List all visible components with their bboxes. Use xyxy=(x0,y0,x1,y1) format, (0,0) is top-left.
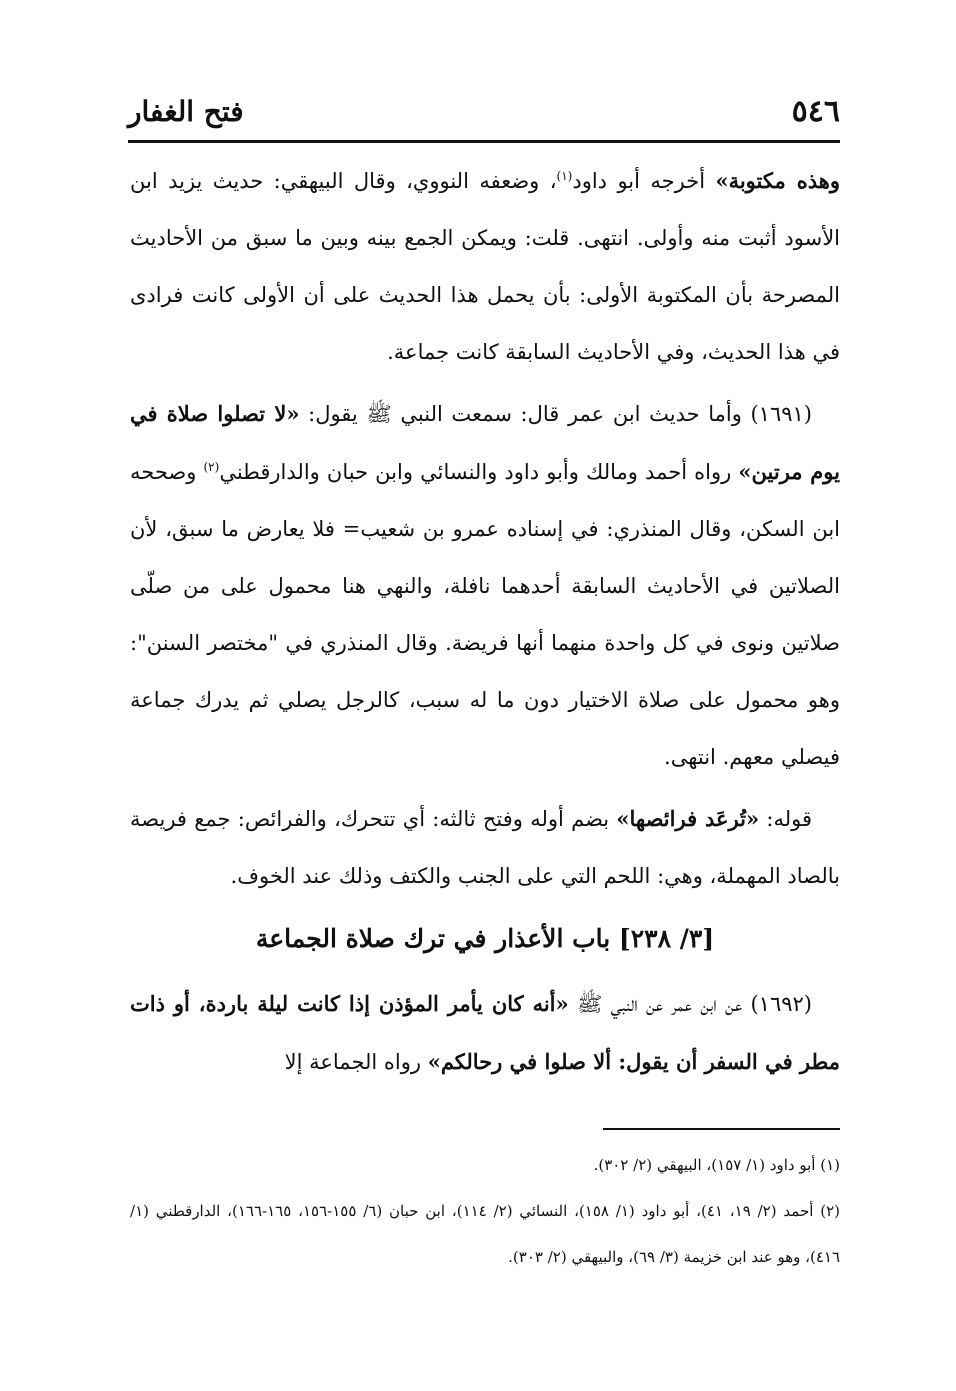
text-run: (١٦٩١) وأما حديث ابن عمر قال: سمعت النبي ﷺ يقول: xyxy=(299,402,812,426)
text-run: رواه أحمد ومالك وأبو داود والنسائي وابن حبان والدارقطني xyxy=(219,460,739,484)
hadith-quote: «لا تصلوا صلاة في يوم مرتين» xyxy=(130,401,840,484)
book-title: فتح الغفار xyxy=(128,95,244,128)
paragraph-1 xyxy=(130,152,840,381)
paragraph-2 xyxy=(130,385,840,786)
page-header xyxy=(128,92,840,136)
text-run: أخرجه أبو داود xyxy=(572,169,716,193)
quoted-phrase: «تُرعَد فرائصها» xyxy=(616,806,760,831)
text-run: وصححه ابن السكن، وقال المنذري: في إسناده عمرو بن شعيب= فلا يعارض ما سبق، لأن الصلاتين في الأحاديث السابقة أحدهما نافلة، والنهي هنا محمول على من صلّى صلاتين ونوى في كل واحدة منهما أنها فريضة. وقال المنذري في "مختصر السنن": وهو محمول على صلاة الاختيار دون ما له سبب، كالرجل يصلي ثم يدرك جماعة فيصلي معهم. انتهى. xyxy=(130,460,840,769)
text-run: بضم أوله وفتح ثالثه: أي تتحرك، والفرائص: جمع فريصة بالصاد المهملة، وهي: اللحم التي على الجنب والكتف وذلك عند الخوف. xyxy=(130,807,840,888)
text-run: (١٦٩٢) عن ابن عمر عن النبي ﷺ xyxy=(568,992,812,1016)
footnote-2: (٢) أحمد (٢/ ١٩، ٤١)، أبو داود (١/ ١٥٨)، النسائي (٢/ ١١٤)، ابن حبان (٦/ ١٥٥-١٥٦، ١٦٥-١٦٦)، الدارقطني (١/ ٤١٦)، وهو عند ابن خزيمة (٣/ ٦٩)، والبيهقي (٢/ ٣٠٣). xyxy=(130,1202,841,1266)
header-rule xyxy=(128,140,840,143)
text-run: ، وضعفه النووي، وقال البيهقي: حديث يزيد ابن الأسود أثبت منه وأولى. انتهى. قلت: ويمكن الجمع بينه وبين ما سبق من الأحاديث المصرحة بأن المكتوبة الأولى: بأن يحمل هذا الحديث على أن الأولى كانت فرادى في هذا الحديث، وفي الأحاديث السابقة كانت جماعة. xyxy=(130,169,840,364)
footnote-1: (١) أبو داود (١/ ١٥٧)، البيهقي (٢/ ٣٠٢). xyxy=(593,1156,840,1174)
quote-bold: وهذه مكتوبة» xyxy=(715,168,841,193)
footnote-ref-1[interactable]: (١) xyxy=(556,169,573,183)
page-number: ٥٤٦ xyxy=(791,94,840,129)
footnote-separator xyxy=(603,1128,840,1130)
hadith-quote: «أنه كان يأمر المؤذن إذا كانت ليلة باردة، أو ذات مطر في السفر أن يقول: ألا صلوا في رحالكم» xyxy=(130,991,840,1074)
text-run: رواه الجماعة إلا xyxy=(284,1050,428,1074)
paragraph-3 xyxy=(130,790,840,905)
footnote-ref-2[interactable]: (٢) xyxy=(203,460,220,474)
main-text xyxy=(130,152,840,1095)
section-heading: [٣/ ٢٣٨] باب الأعذار في ترك صلاة الجماعة xyxy=(255,924,715,953)
footnotes xyxy=(130,1142,840,1280)
text-run: قوله: xyxy=(759,807,813,831)
paragraph-4 xyxy=(130,975,840,1091)
